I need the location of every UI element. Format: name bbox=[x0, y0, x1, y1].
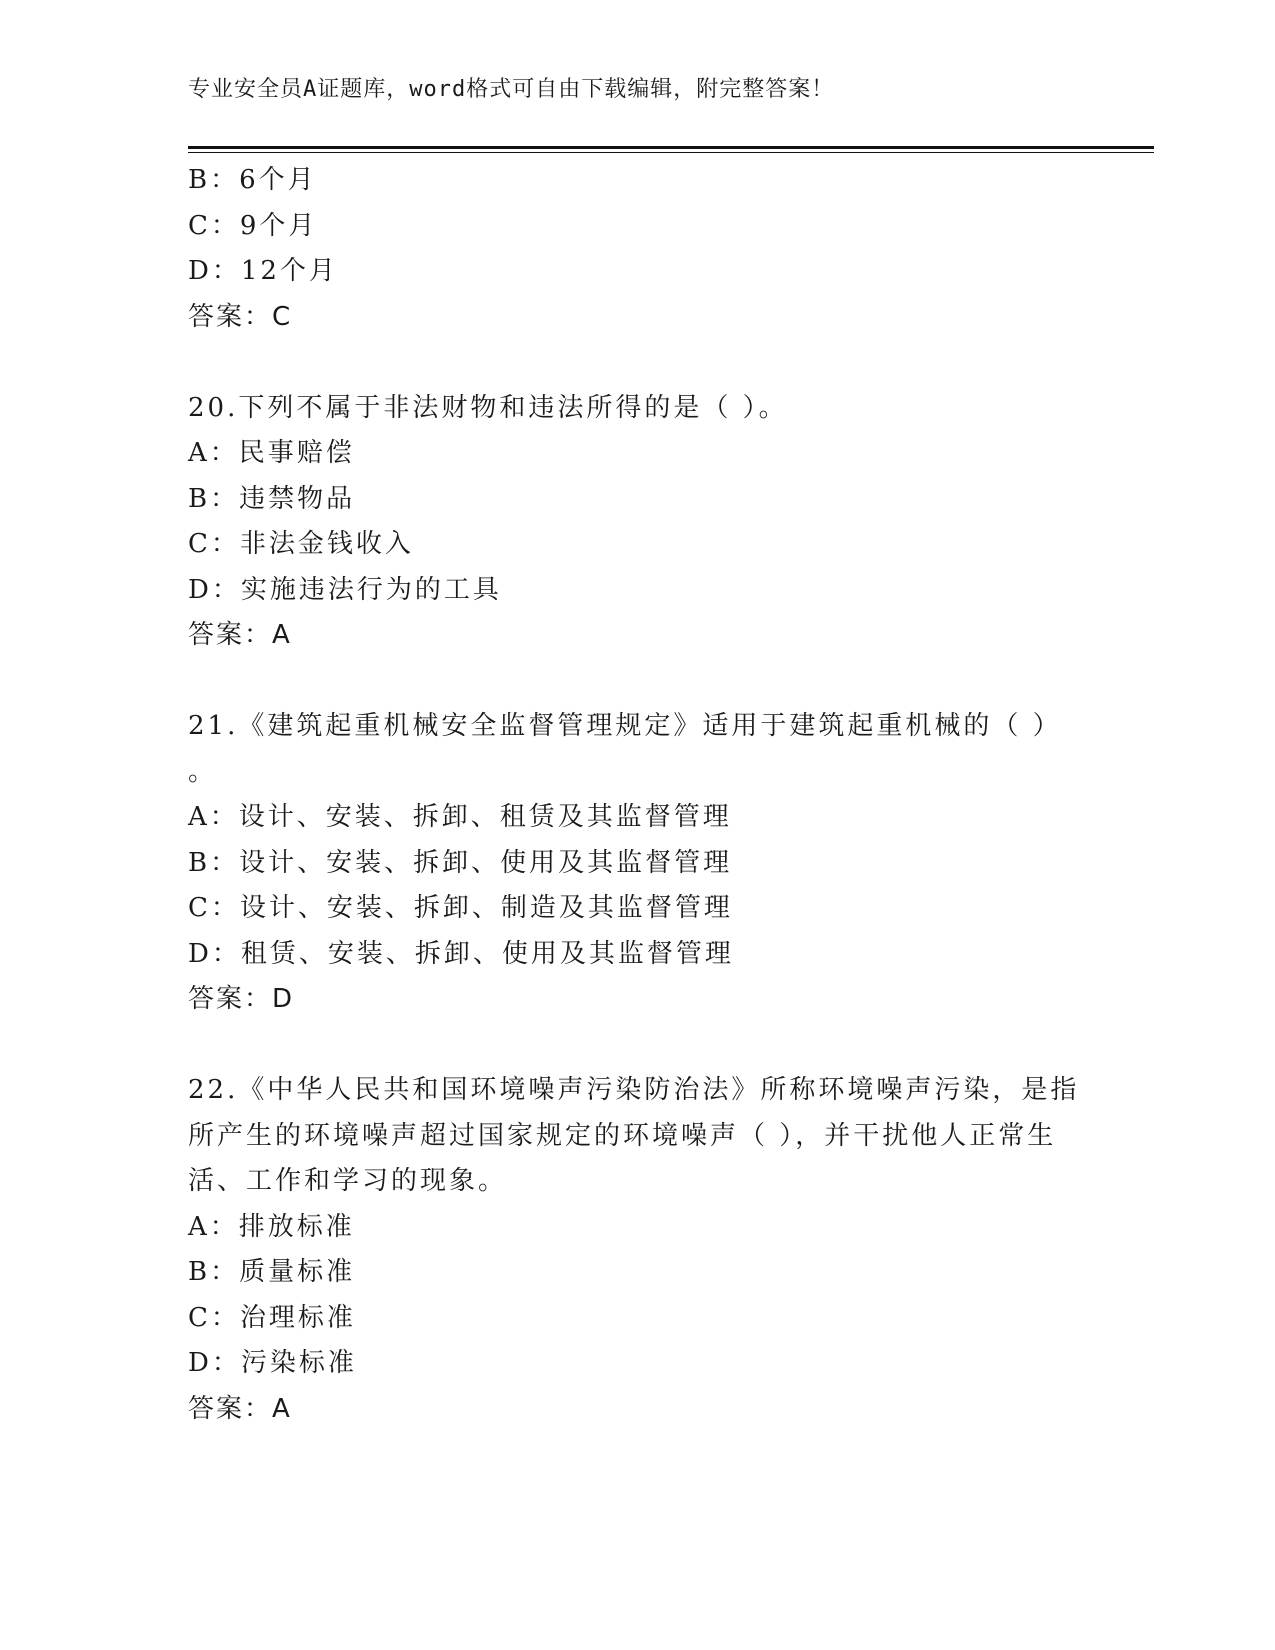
spacer bbox=[188, 659, 1098, 705]
spacer bbox=[188, 1023, 1098, 1069]
question-20 bbox=[188, 386, 1098, 659]
option-d: D：12个月 bbox=[188, 256, 338, 286]
header-rule-thin bbox=[188, 152, 1154, 153]
question-stem: 20.下列不属于非法财物和违法所得的是（ ）。 bbox=[188, 392, 788, 423]
option-d: D：实施违法行为的工具 bbox=[188, 574, 502, 605]
question-21 bbox=[188, 704, 1098, 1023]
option-c: C：9个月 bbox=[188, 210, 318, 241]
option-c: C：非法金钱收入 bbox=[188, 529, 414, 559]
question-22 bbox=[188, 1068, 1098, 1432]
page-header: 专业安全员A证题库，word格式可自由下载编辑，附完整答案！ bbox=[188, 77, 835, 102]
option-a: A：民事赔偿 bbox=[188, 438, 355, 468]
option-b: B：质量标准 bbox=[188, 1257, 356, 1287]
option-b: B：设计、安装、拆卸、使用及其监督管理 bbox=[188, 847, 733, 878]
option-d: D：污染标准 bbox=[188, 1348, 357, 1378]
answer: 答案：A bbox=[188, 620, 292, 650]
answer: 答案：C bbox=[188, 301, 293, 332]
question-stem-line-2: 所产生的环境噪声超过国家规定的环境噪声（ ），并干扰他人正常生 bbox=[188, 1120, 1057, 1151]
question-stem-line-3: 活、工作和学习的现象。 bbox=[188, 1166, 508, 1196]
question-fragment bbox=[188, 158, 1098, 340]
question-stem: 21.《建筑起重机械安全监督管理规定》适用于建筑起重机械的（ ） bbox=[188, 711, 1062, 741]
answer: 答案：A bbox=[188, 1393, 292, 1424]
spacer bbox=[188, 340, 1098, 386]
option-a: A：排放标准 bbox=[188, 1211, 355, 1242]
option-c: C：设计、安装、拆卸、制造及其监督管理 bbox=[188, 893, 733, 923]
question-stem-line-1: 22.《中华人民共和国环境噪声污染防治法》所称环境噪声污染，是指 bbox=[188, 1075, 1080, 1105]
option-b: B：违禁物品 bbox=[188, 483, 356, 514]
question-stem-continuation: 。 bbox=[188, 756, 218, 787]
option-b: B：6个月 bbox=[188, 165, 317, 195]
answer: 答案：D bbox=[188, 984, 295, 1014]
document-body bbox=[188, 158, 1098, 1432]
option-c: C：治理标准 bbox=[188, 1302, 356, 1333]
header-rule-thick bbox=[188, 146, 1154, 149]
option-a: A：设计、安装、拆卸、租赁及其监督管理 bbox=[188, 802, 732, 832]
option-d: D：租赁、安装、拆卸、使用及其监督管理 bbox=[188, 938, 734, 969]
